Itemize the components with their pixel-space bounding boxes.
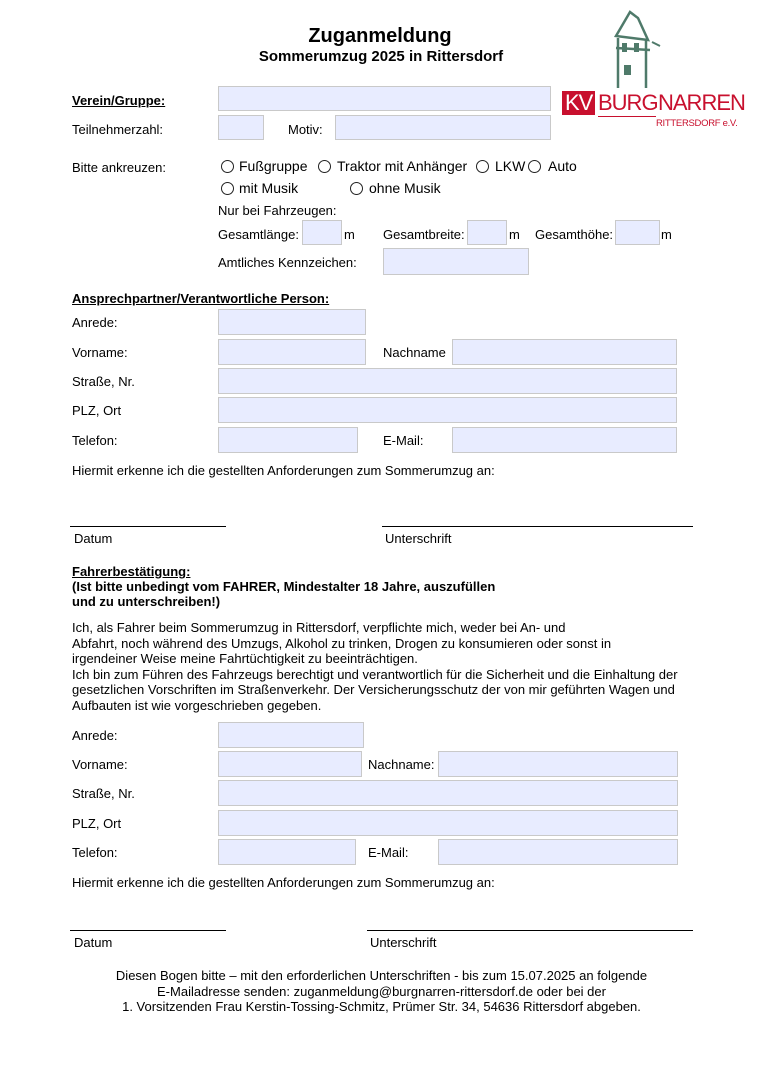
motiv-field[interactable] (335, 115, 551, 140)
option-fussgruppe: Fußgruppe (239, 158, 308, 174)
kennzeichen-label: Amtliches Kennzeichen: (218, 255, 357, 270)
contact-nachname-input[interactable] (453, 340, 676, 364)
driver-signature-line (367, 930, 693, 931)
driver-strasse-label: Straße, Nr. (72, 786, 135, 801)
laenge-unit: m (344, 227, 355, 242)
driver-plz-input[interactable] (219, 811, 677, 835)
footer-note (60, 968, 703, 1015)
driver-anrede-label: Anrede: (72, 728, 118, 743)
driver-email-label: E-Mail: (368, 845, 409, 860)
radio-auto[interactable] (528, 160, 541, 173)
contact-telefon-field[interactable] (218, 427, 358, 453)
contact-strasse-input[interactable] (219, 369, 676, 393)
driver-datum-label: Datum (74, 935, 113, 950)
driver-note-2: und zu unterschreiben!) (72, 594, 221, 609)
teilnehmer-field[interactable] (218, 115, 264, 140)
driver-note-1: (Ist bitte unbedingt vom FAHRER, Mindestalter 18 Jahre, auszufüllen (72, 579, 496, 594)
logo (560, 10, 745, 132)
laenge-input[interactable] (303, 221, 341, 244)
castle-tower-icon (608, 10, 668, 90)
verein-input[interactable] (219, 87, 550, 110)
verein-field[interactable] (218, 86, 551, 111)
contact-email-label: E-Mail: (383, 433, 424, 448)
contact-telefon-input[interactable] (219, 428, 357, 452)
radio-ohne-musik[interactable] (350, 182, 363, 195)
hoehe-field[interactable] (615, 220, 660, 245)
contact-heading: Ansprechpartner/Verantwortliche Person: (72, 291, 330, 306)
logo-narren: NARREN (658, 90, 745, 115)
option-mit-musik: mit Musik (239, 180, 299, 196)
contact-strasse-field[interactable] (218, 368, 677, 394)
driver-nachname-input[interactable] (439, 752, 677, 776)
hoehe-input[interactable] (616, 221, 659, 244)
verein-label: Verein/Gruppe: (72, 93, 166, 108)
declaration-line: gesetzlichen Vorschriften im Straßenverkehr. Der Versicherungsschutz der von mir geführten Wagen und (72, 682, 675, 698)
contact-telefon-label: Telefon: (72, 433, 118, 448)
driver-email-input[interactable] (439, 840, 677, 864)
kennzeichen-input[interactable] (384, 249, 528, 274)
contact-accept-text: Hiermit erkenne ich die gestellten Anforderungen zum Sommerumzug an: (72, 463, 495, 478)
hoehe-unit: m (661, 227, 672, 242)
option-ohne-musik: ohne Musik (369, 180, 441, 196)
contact-datum-label: Datum (74, 531, 113, 546)
breite-label: Gesamtbreite: (383, 227, 465, 242)
driver-telefon-input[interactable] (219, 840, 355, 864)
driver-nachname-label: Nachname: (368, 757, 435, 772)
laenge-label: Gesamtlänge: (218, 227, 299, 242)
ankreuzen-label: Bitte ankreuzen: (72, 160, 166, 175)
contact-plz-input[interactable] (219, 398, 676, 422)
option-lkw: LKW (495, 158, 526, 174)
contact-anrede-label: Anrede: (72, 315, 118, 330)
contact-vorname-field[interactable] (218, 339, 366, 365)
contact-anrede-input[interactable] (219, 310, 365, 334)
logo-burg: BURG (598, 90, 658, 115)
driver-anrede-field[interactable] (218, 722, 364, 748)
declaration-line: Ich, als Fahrer beim Sommerumzug in Rittersdorf, verpflichte mich, weder bei An- und (72, 620, 566, 635)
contact-email-input[interactable] (453, 428, 676, 452)
driver-strasse-input[interactable] (219, 781, 677, 805)
driver-telefon-label: Telefon: (72, 845, 118, 860)
option-auto: Auto (548, 158, 577, 174)
contact-signature-line (382, 526, 693, 527)
teilnehmer-label: Teilnehmerzahl: (72, 122, 164, 137)
driver-declaration (72, 620, 692, 714)
declaration-line: irgendeiner Weise meine Fahrtüchtigkeit zu beeinträchtigen. (72, 651, 418, 667)
page-subtitle: Sommerumzug 2025 in Rittersdorf (258, 48, 504, 65)
breite-unit: m (509, 227, 520, 242)
driver-telefon-field[interactable] (218, 839, 356, 865)
vehicle-note: Nur bei Fahrzeugen: (218, 203, 337, 218)
declaration-line: Aufbauten ist wie vorgeschrieben gegeben. (72, 697, 322, 713)
radio-mit-musik[interactable] (221, 182, 234, 195)
logo-kv: KV (562, 91, 595, 115)
contact-nachname-field[interactable] (452, 339, 677, 365)
logo-underline (598, 116, 656, 117)
driver-heading: Fahrerbestätigung: (72, 564, 191, 579)
driver-plz-field[interactable] (218, 810, 678, 836)
driver-plz-label: PLZ, Ort (72, 816, 122, 831)
radio-fussgruppe[interactable] (221, 160, 234, 173)
laenge-field[interactable] (302, 220, 342, 245)
page-title: Zuganmeldung (308, 25, 452, 47)
contact-email-field[interactable] (452, 427, 677, 453)
declaration-line: Abfahrt, noch während des Umzugs, Alkohol zu trinken, Drogen zu konsumieren oder sonst in (72, 635, 612, 651)
footer-line: 1. Vorsitzenden Frau Kerstin-Tossing-Schmitz, Prümer Str. 34, 54636 Rittersdorf abgeben. (122, 999, 641, 1014)
contact-anrede-field[interactable] (218, 309, 366, 335)
declaration-line: Ich bin zum Führen des Fahrzeugs berechtigt und verantwortlich für die Sicherheit und die Einhaltung der (72, 666, 678, 682)
driver-accept-text: Hiermit erkenne ich die gestellten Anforderungen zum Sommerumzug an: (72, 875, 495, 890)
driver-vorname-label: Vorname: (72, 757, 128, 772)
kennzeichen-field[interactable] (383, 248, 529, 275)
driver-signature-label: Unterschrift (370, 935, 437, 950)
teilnehmer-input[interactable] (219, 116, 263, 139)
driver-nachname-field[interactable] (438, 751, 678, 777)
contact-plz-label: PLZ, Ort (72, 403, 122, 418)
radio-lkw[interactable] (476, 160, 489, 173)
footer-line: E-Mailadresse senden: zuganmeldung@burgnarren-rittersdorf.de oder bei der (157, 983, 606, 999)
driver-email-field[interactable] (438, 839, 678, 865)
driver-vorname-input[interactable] (219, 752, 361, 776)
hoehe-label: Gesamthöhe: (535, 227, 614, 242)
contact-datum-line (70, 526, 226, 527)
contact-plz-field[interactable] (218, 397, 677, 423)
breite-field[interactable] (467, 220, 507, 245)
driver-vorname-field[interactable] (218, 751, 362, 777)
radio-traktor[interactable] (318, 160, 331, 173)
footer-line: Diesen Bogen bitte – mit den erforderlichen Unterschriften - bis zum 15.07.2025 an folgende (115, 968, 648, 983)
breite-input[interactable] (468, 221, 506, 244)
driver-datum-line (70, 930, 226, 931)
driver-anrede-input[interactable] (219, 723, 363, 747)
contact-vorname-label: Vorname: (72, 345, 128, 360)
motiv-label: Motiv: (288, 122, 323, 137)
contact-vorname-input[interactable] (219, 340, 365, 364)
driver-strasse-field[interactable] (218, 780, 678, 806)
logo-place: RITTERSDORF e.V. (656, 118, 738, 129)
contact-signature-label: Unterschrift (385, 531, 452, 546)
motiv-input[interactable] (336, 116, 550, 139)
option-traktor: Traktor mit Anhänger (337, 158, 468, 174)
contact-nachname-label: Nachname (383, 345, 446, 360)
contact-strasse-label: Straße, Nr. (72, 374, 135, 389)
